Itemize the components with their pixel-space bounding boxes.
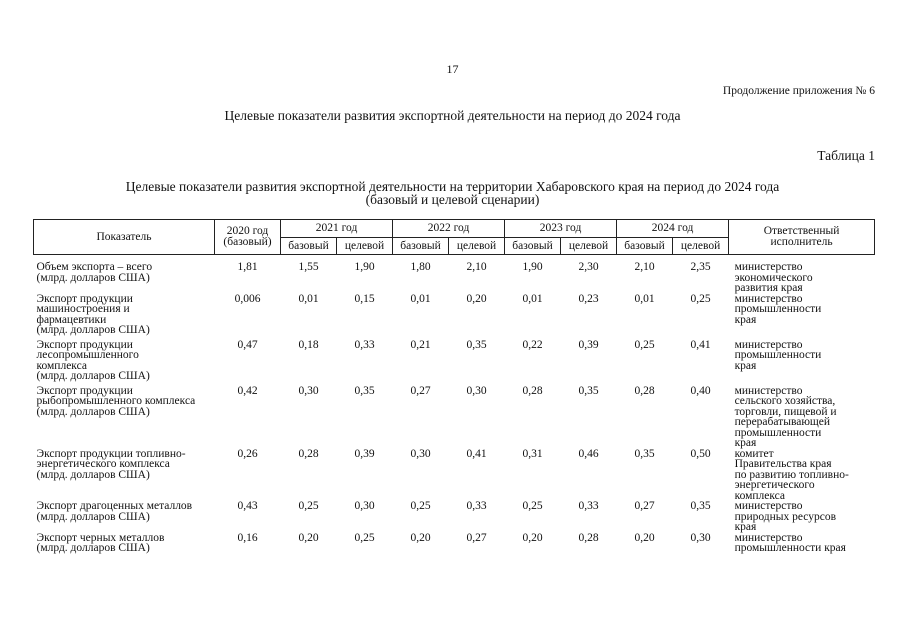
- value-cell: 0,20: [298, 531, 319, 544]
- value-cell: 0,25: [690, 292, 711, 305]
- value-cell: 1,55: [298, 261, 319, 273]
- header-scenario-target: целевой: [673, 238, 729, 255]
- value-cell: 0,01: [298, 292, 319, 305]
- indicator-name: Объем экспорта – всего (млрд. долларов США): [36, 261, 153, 284]
- value-cell: 0,28: [578, 531, 599, 544]
- value-cell: 0,41: [466, 447, 487, 460]
- table-header-row: [34, 220, 875, 238]
- value-cell: 0,27: [634, 500, 655, 512]
- value-cell: 0,31: [522, 447, 543, 460]
- value-cell: 0,25: [634, 338, 655, 351]
- value-cell: 0,30: [690, 531, 711, 544]
- value-cell: 0,01: [410, 292, 431, 305]
- value-cell: 0,25: [522, 500, 543, 512]
- header-scenario-target: целевой: [561, 238, 617, 255]
- value-cell: 0,35: [690, 500, 711, 512]
- value-base-year: 0,43: [237, 500, 258, 512]
- value-cell: 0,35: [354, 384, 375, 397]
- value-cell: 0,33: [578, 500, 599, 512]
- responsible-executor: министерство промышленности края: [734, 338, 822, 372]
- value-cell: 0,21: [410, 338, 431, 351]
- table-title-line: (базовый и целевой сценарии): [365, 192, 540, 207]
- header-scenario-base: базовый: [281, 238, 337, 255]
- value-cell: 0,22: [522, 338, 543, 351]
- value-cell: 0,33: [354, 338, 375, 351]
- header-scenario-target: целевой: [449, 238, 505, 255]
- value-cell: 0,50: [690, 447, 711, 460]
- value-cell: 0,27: [466, 531, 487, 544]
- table-row: [34, 294, 875, 340]
- appendix-note: Продолжение приложения № 6: [722, 85, 875, 97]
- value-base-year: 1,81: [237, 261, 258, 273]
- value-cell: 0,39: [354, 447, 375, 460]
- value-cell: 0,41: [690, 338, 711, 351]
- document-heading: Целевые показатели развития экспортной деятельности на период до 2024 года: [224, 108, 681, 123]
- header-year: 2024 год: [617, 220, 729, 238]
- value-cell: 0,25: [354, 531, 375, 544]
- value-cell: 0,01: [634, 292, 655, 305]
- value-cell: 0,20: [634, 531, 655, 544]
- header-base-year: 2020 год (базовый): [215, 220, 281, 255]
- header-year: 2023 год: [505, 220, 617, 238]
- table-title-line: Целевые показатели развития экспортной деятельности на территории Хабаровского края на период до 2024 года: [125, 179, 780, 194]
- header-scenario-base: базовый: [393, 238, 449, 255]
- value-cell: 0,40: [690, 384, 711, 397]
- value-cell: 0,35: [578, 384, 599, 397]
- value-cell: 0,25: [410, 500, 431, 512]
- value-cell: 2,10: [466, 261, 487, 273]
- value-cell: 2,30: [578, 261, 599, 273]
- indicator-name: Экспорт продукции лесопромышленного комплекса (млрд. долларов США): [36, 338, 150, 382]
- indicator-name: Экспорт продукции рыбопромышленного комплекса (млрд. долларов США): [36, 384, 196, 418]
- table-row: [34, 340, 875, 386]
- value-cell: 0,30: [466, 384, 487, 397]
- responsible-executor: комитет Правительства края по развитию топливно- энергетического комплекса: [734, 447, 849, 502]
- value-cell: 0,01: [522, 292, 543, 305]
- value-cell: 1,90: [522, 261, 543, 273]
- value-cell: 0,18: [298, 338, 319, 351]
- value-cell: 0,23: [578, 292, 599, 305]
- value-cell: 0,30: [298, 384, 319, 397]
- header-scenario-base: базовый: [505, 238, 561, 255]
- header-scenario-base: базовый: [617, 238, 673, 255]
- indicators-table: [33, 219, 875, 554]
- table-row: [34, 255, 875, 294]
- page-number: 17: [446, 62, 459, 76]
- value-cell: 2,10: [634, 261, 655, 273]
- indicator-name: Экспорт продукции топливно- энергетического комплекса (млрд. долларов США): [36, 447, 186, 481]
- value-cell: 0,35: [634, 447, 655, 460]
- header-scenario-target: целевой: [337, 238, 393, 255]
- table-row: [34, 449, 875, 502]
- indicator-name: Экспорт черных металлов (млрд. долларов США): [36, 531, 165, 554]
- value-cell: 0,28: [522, 384, 543, 397]
- table-row: [34, 386, 875, 449]
- responsible-executor: министерство промышленности края: [734, 531, 846, 554]
- header-indicator: Показатель: [34, 220, 215, 255]
- value-cell: 1,80: [410, 261, 431, 273]
- value-cell: 0,30: [410, 447, 431, 460]
- indicator-name: Экспорт драгоценных металлов (млрд. долларов США): [36, 500, 193, 523]
- value-cell: 0,30: [354, 500, 375, 512]
- value-cell: 2,35: [690, 261, 711, 273]
- value-base-year: 0,26: [237, 447, 258, 460]
- header-responsible: Ответственный исполнитель: [729, 220, 875, 255]
- value-cell: 0,39: [578, 338, 599, 351]
- value-cell: 1,90: [354, 261, 375, 273]
- value-cell: 0,20: [522, 531, 543, 544]
- value-cell: 0,27: [410, 384, 431, 397]
- value-base-year: 0,42: [237, 384, 258, 397]
- responsible-executor: министерство сельского хозяйства, торговли, пищевой и перерабатывающей промышленности края: [734, 384, 837, 449]
- responsible-executor: министерство промышленности края: [734, 292, 822, 326]
- value-cell: 0,33: [466, 500, 487, 512]
- value-cell: 0,15: [354, 292, 375, 305]
- indicator-name: Экспорт продукции машиностроения и фармацевтики (млрд. долларов США): [36, 292, 150, 336]
- value-cell: 0,46: [578, 447, 599, 460]
- value-cell: 0,20: [410, 531, 431, 544]
- value-cell: 0,35: [466, 338, 487, 351]
- value-cell: 0,28: [298, 447, 319, 460]
- value-cell: 0,20: [466, 292, 487, 305]
- responsible-executor: министерство экономического развития края: [734, 261, 813, 294]
- header-year: 2022 год: [393, 220, 505, 238]
- value-base-year: 0,006: [234, 292, 261, 305]
- header-year: 2021 год: [281, 220, 393, 238]
- table-row: [34, 501, 875, 533]
- value-cell: 0,28: [634, 384, 655, 397]
- value-cell: 0,25: [298, 500, 319, 512]
- table-row: [34, 533, 875, 554]
- value-base-year: 0,16: [237, 531, 258, 544]
- value-base-year: 0,47: [237, 338, 258, 351]
- responsible-executor: министерство природных ресурсов края: [734, 500, 837, 533]
- table-label: Таблица 1: [817, 148, 875, 163]
- table-title: [40, 180, 865, 206]
